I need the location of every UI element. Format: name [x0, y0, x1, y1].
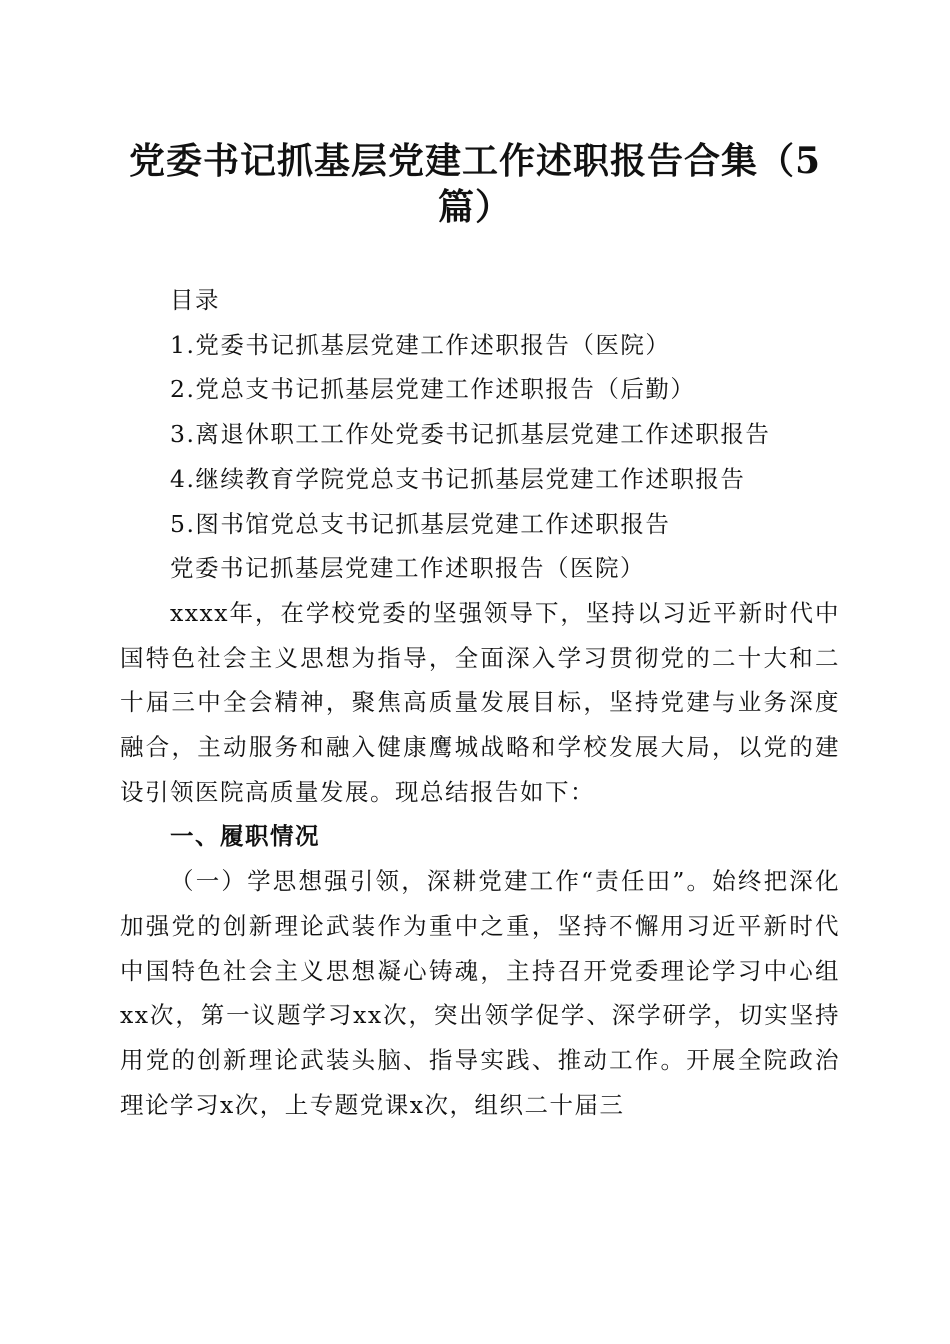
- toc-item: 1.党委书记抓基层党建工作述职报告（医院）: [170, 330, 671, 359]
- document-title: 党委书记抓基层党建工作述职报告合集（5篇）: [128, 140, 822, 228]
- paragraph-study-thought: （一）学思想强引领，深耕党建工作“责任田”。始终把深化加强党的创新理论武装作为重中之重，坚持不懈用习近平新时代中国特色社会主义思想凝心铸魂，主持召开党委理论学习中心组xx次，第一议题学习xx次，突出领学促学、深学研学，切实坚持用党的创新理论武装头脑、指导实践、推动工作。开展全院政治理论学习x次，上专题党课x次，组织二十届三: [120, 867, 840, 1119]
- toc-item: 3.离退休职工工作处党委书记抓基层党建工作述职报告: [170, 420, 771, 449]
- toc-label: 目录: [170, 286, 220, 314]
- intro-paragraph: xxxx年，在学校党委的坚强领导下，坚持以习近平新时代中国特色社会主义思想为指导，全面深入学习贯彻党的二十大和二十届三中全会精神，聚焦高质量发展目标，坚持党建与业务深度融合，主动服务和融入健康鹰城战略和学校发展大局，以党的建设引领医院高质量发展。现总结报告如下：: [120, 598, 840, 806]
- heading-performance: 一、履职情况: [170, 822, 320, 851]
- section-title: 党委书记抓基层党建工作述职报告（医院）: [170, 554, 645, 583]
- toc-item: 2.党总支书记抓基层党建工作述职报告（后勤）: [170, 375, 696, 404]
- toc-item: 4.继续教育学院党总支书记抓基层党建工作述职报告: [170, 464, 746, 493]
- document-body: [120, 278, 840, 1127]
- toc-item: 5.图书馆党总支书记抓基层党建工作述职报告: [170, 509, 671, 538]
